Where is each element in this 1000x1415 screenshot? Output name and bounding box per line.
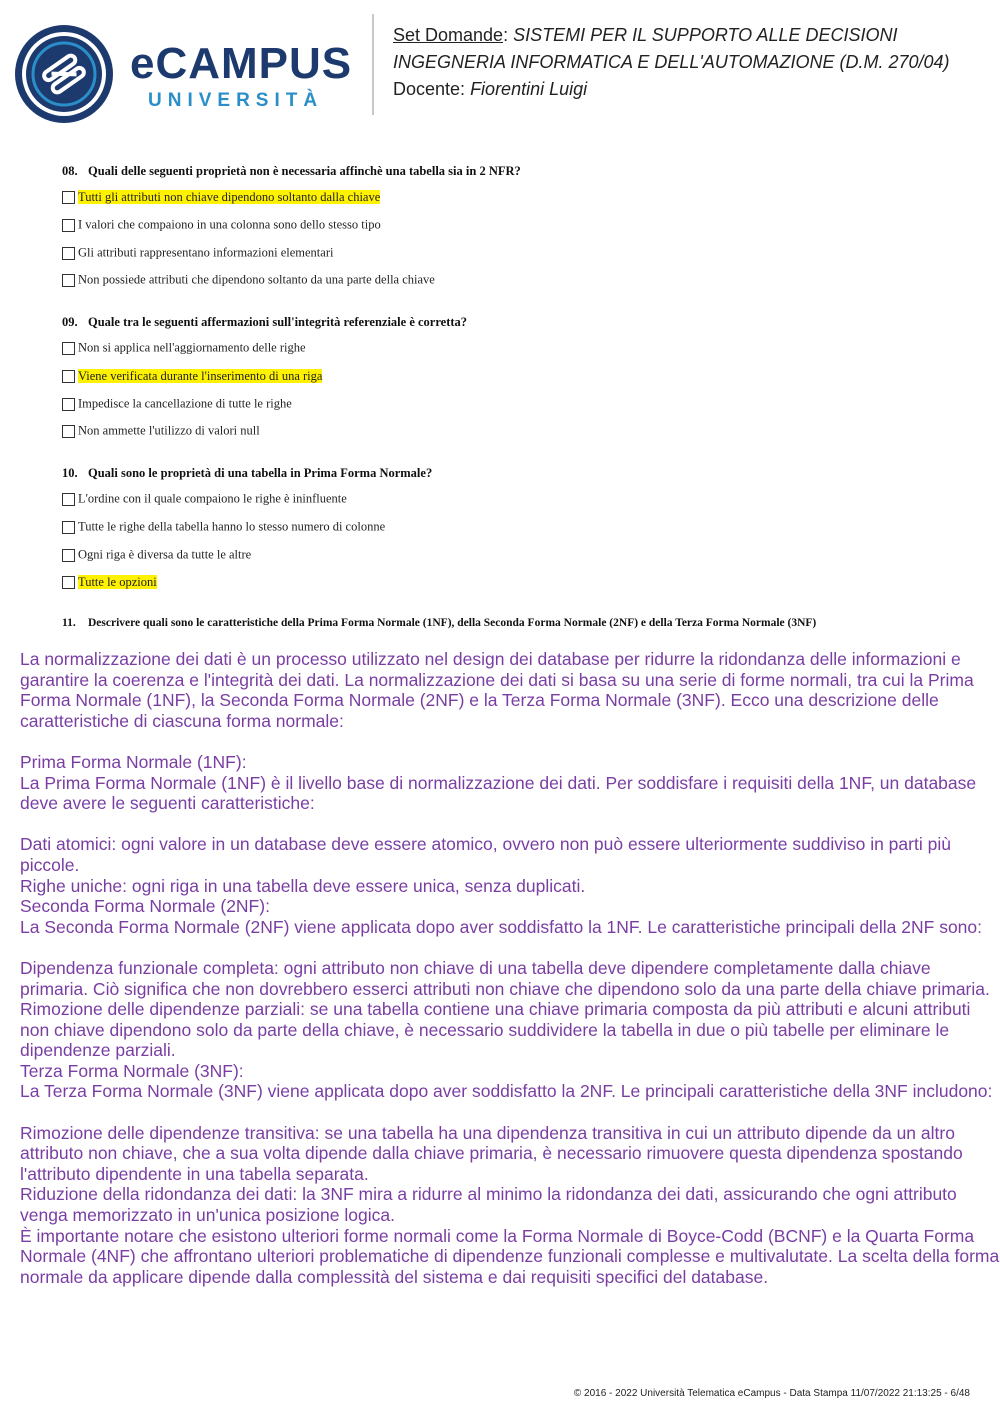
checkbox[interactable] xyxy=(62,493,75,506)
set-label: Set Domande xyxy=(393,25,504,45)
checkbox[interactable] xyxy=(62,549,75,562)
answer-paragraph: Dipendenza funzionale completa: ogni attributo non chiave di una tabella deve dipendere completamente dalla chiave primaria. Ciò significa che non dovrebbero esserci attributi non chiave che dipendono solo da una parte della chiave primaria. xyxy=(20,957,990,999)
option-10-a[interactable] xyxy=(62,491,347,507)
option-text: Impedisce la cancellazione di tutte le righe xyxy=(78,396,292,411)
course-title: INGEGNERIA INFORMATICA E DELL'AUTOMAZIONE (D.M. 270/04) xyxy=(393,52,950,72)
question-number: 11. xyxy=(62,617,76,629)
question-11 xyxy=(62,617,816,629)
question-number: 09. xyxy=(62,315,78,329)
answer-paragraph: Rimozione delle dipendenze transitiva: se una tabella ha una dipendenza transitiva in cui un attributo dipende da un altro attributo non chiave, che a sua volta dipende dalla chiave primaria, è necessario rimuovere questa dipendenza spostando l'attributo dipendente in una tabella separata. xyxy=(20,1122,963,1184)
question-text: Descrivere quali sono le caratteristiche della Prima Forma Normale (1NF), della Seconda Forma Normale (2NF) e della Terza Forma Normale (3NF) xyxy=(88,617,817,629)
checkbox[interactable] xyxy=(62,398,75,411)
brand-name: eCAMPUS xyxy=(130,39,353,88)
option-08-c[interactable] xyxy=(62,245,333,261)
teacher-line xyxy=(393,76,950,103)
answer-paragraph: La Prima Forma Normale (1NF) è il livello base di normalizzazione dei dati. Per soddisfare i requisiti della 1NF, un database deve avere le seguenti caratteristiche: xyxy=(20,772,977,814)
answer-heading-2nf: Seconda Forma Normale (2NF): xyxy=(20,896,270,917)
option-text: I valori che compaiono in una colonna sono dello stesso tipo xyxy=(78,217,381,232)
option-09-d[interactable] xyxy=(62,423,260,439)
answer-paragraph: La Seconda Forma Normale (2NF) viene applicata dopo aver soddisfatto la 1NF. Le caratteristiche principali della 2NF sono: xyxy=(20,916,983,937)
checkbox[interactable] xyxy=(62,425,75,438)
teacher-label: Docente: xyxy=(393,79,466,99)
answer-paragraph: La normalizzazione dei dati è un processo utilizzato nel design dei database per ridurre la ridondanza delle informazioni e garantire la coerenza e l'integrità dei dati. La normalizzazione dei dati si basa su una serie di forme normali, tra cui la Prima Forma Normale (1NF), la Seconda Forma Normale (2NF) e la Terza Forma Normale (3NF). Ecco una descrizione delle caratteristiche di ciascuna forma normale: xyxy=(20,649,974,731)
option-text: L'ordine con il quale compaiono le righe è ininfluente xyxy=(78,491,347,506)
question-number: 10. xyxy=(62,466,78,480)
brand xyxy=(130,39,353,112)
checkbox[interactable] xyxy=(62,247,75,260)
checkbox[interactable] xyxy=(62,576,75,589)
page-footer: © 2016 - 2022 Università Telematica eCampus - Data Stampa 11/07/2022 21:13:25 - 6/48 xyxy=(573,1388,970,1399)
question-10 xyxy=(62,466,432,481)
question-number: 08. xyxy=(62,164,78,178)
checkbox[interactable] xyxy=(62,370,75,383)
set-title: SISTEMI PER IL SUPPORTO ALLE DECISIONI xyxy=(513,25,898,45)
checkbox[interactable] xyxy=(62,521,75,534)
teacher-name: Fiorentini Luigi xyxy=(470,79,588,99)
header-info xyxy=(393,22,950,103)
option-text: Ogni riga è diversa da tutte le altre xyxy=(78,547,252,562)
option-text: Non possiede attributi che dipendono soltanto da una parte della chiave xyxy=(78,272,435,287)
option-08-d[interactable] xyxy=(62,272,435,288)
option-text: Non ammette l'utilizzo di valori null xyxy=(78,423,260,438)
option-10-c[interactable] xyxy=(62,547,251,563)
answer-paragraph: È importante notare che esistono ulteriori forme normali come la Forma Normale di Boyce-Codd (BCNF) e la Quarta Forma Normale (4NF) che affrontano ulteriori problematiche di dipendenze funzionali complesse e multivalutate. La scelta della forma normale da applicare dipende dalla complessità del sistema e dai requisiti specifici del database. xyxy=(20,1225,1000,1287)
answer-heading-1nf: Prima Forma Normale (1NF): xyxy=(20,751,247,772)
header-divider xyxy=(372,14,374,115)
answer-paragraph: La Terza Forma Normale (3NF) viene applicata dopo aver soddisfatto la 2NF. Le principali caratteristiche della 3NF includono: xyxy=(20,1081,993,1102)
option-08-b[interactable] xyxy=(62,217,381,233)
option-text: Non si applica nell'aggiornamento delle righe xyxy=(78,340,306,355)
checkbox[interactable] xyxy=(62,191,75,204)
option-text: Tutte le opzioni xyxy=(78,574,157,589)
answer-paragraph: Dati atomici: ogni valore in un database deve essere atomico, ovvero non può essere ulteriormente suddiviso in parti più piccole. xyxy=(20,834,951,875)
option-text: Viene verificata durante l'inserimento di una riga xyxy=(78,368,323,383)
question-text: Quali sono le proprietà di una tabella in Prima Forma Normale? xyxy=(88,466,433,480)
question-09 xyxy=(62,315,467,330)
checkbox[interactable] xyxy=(62,274,75,287)
option-09-c[interactable] xyxy=(62,396,292,412)
page-header xyxy=(0,0,1000,130)
option-10-d[interactable] xyxy=(62,574,157,590)
option-09-a[interactable] xyxy=(62,340,306,356)
answer-paragraph: Riduzione della ridondanza dei dati: la 3NF mira a ridurre al minimo la ridondanza dei dati, assicurando che ogni attributo venga memorizzato in un'unica posizione logica. xyxy=(20,1184,957,1226)
checkbox[interactable] xyxy=(62,219,75,232)
course-line xyxy=(393,49,950,76)
answer-text xyxy=(20,649,1000,1287)
answer-paragraph: Rimozione delle dipendenze parziali: se una tabella contiene una chiave primaria composta da più attributi e alcuni attributi non chiave dipendono solo da parte della chiave, è necessario suddividere la tabella in due o più tabelle per eliminare le dipendenze parziali. xyxy=(20,999,971,1061)
question-08 xyxy=(62,164,521,179)
question-text: Quale tra le seguenti affermazioni sull'integrità referenziale è corretta? xyxy=(88,315,468,329)
option-text: Tutte le righe della tabella hanno lo stesso numero di colonne xyxy=(78,519,386,534)
answer-paragraph: Righe uniche: ogni riga in una tabella deve essere unica, senza duplicati. xyxy=(20,875,586,896)
question-text: Quali delle seguenti proprietà non è necessaria affinchè una tabella sia in 2 NFR? xyxy=(88,164,521,178)
ecampus-logo-icon xyxy=(14,24,114,124)
option-08-a[interactable] xyxy=(62,189,380,205)
option-10-b[interactable] xyxy=(62,519,385,535)
brand-subtitle: UNIVERSITÀ xyxy=(148,90,324,111)
answer-heading-3nf: Terza Forma Normale (3NF): xyxy=(20,1060,244,1081)
option-text: Gli attributi rappresentano informazioni elementari xyxy=(78,245,334,260)
checkbox[interactable] xyxy=(62,342,75,355)
set-line: Set Domande: SISTEMI PER IL SUPPORTO ALLE DECISIONI xyxy=(393,25,898,45)
option-09-b[interactable] xyxy=(62,368,322,384)
option-text: Tutti gli attributi non chiave dipendono soltanto dalla chiave xyxy=(78,189,381,204)
